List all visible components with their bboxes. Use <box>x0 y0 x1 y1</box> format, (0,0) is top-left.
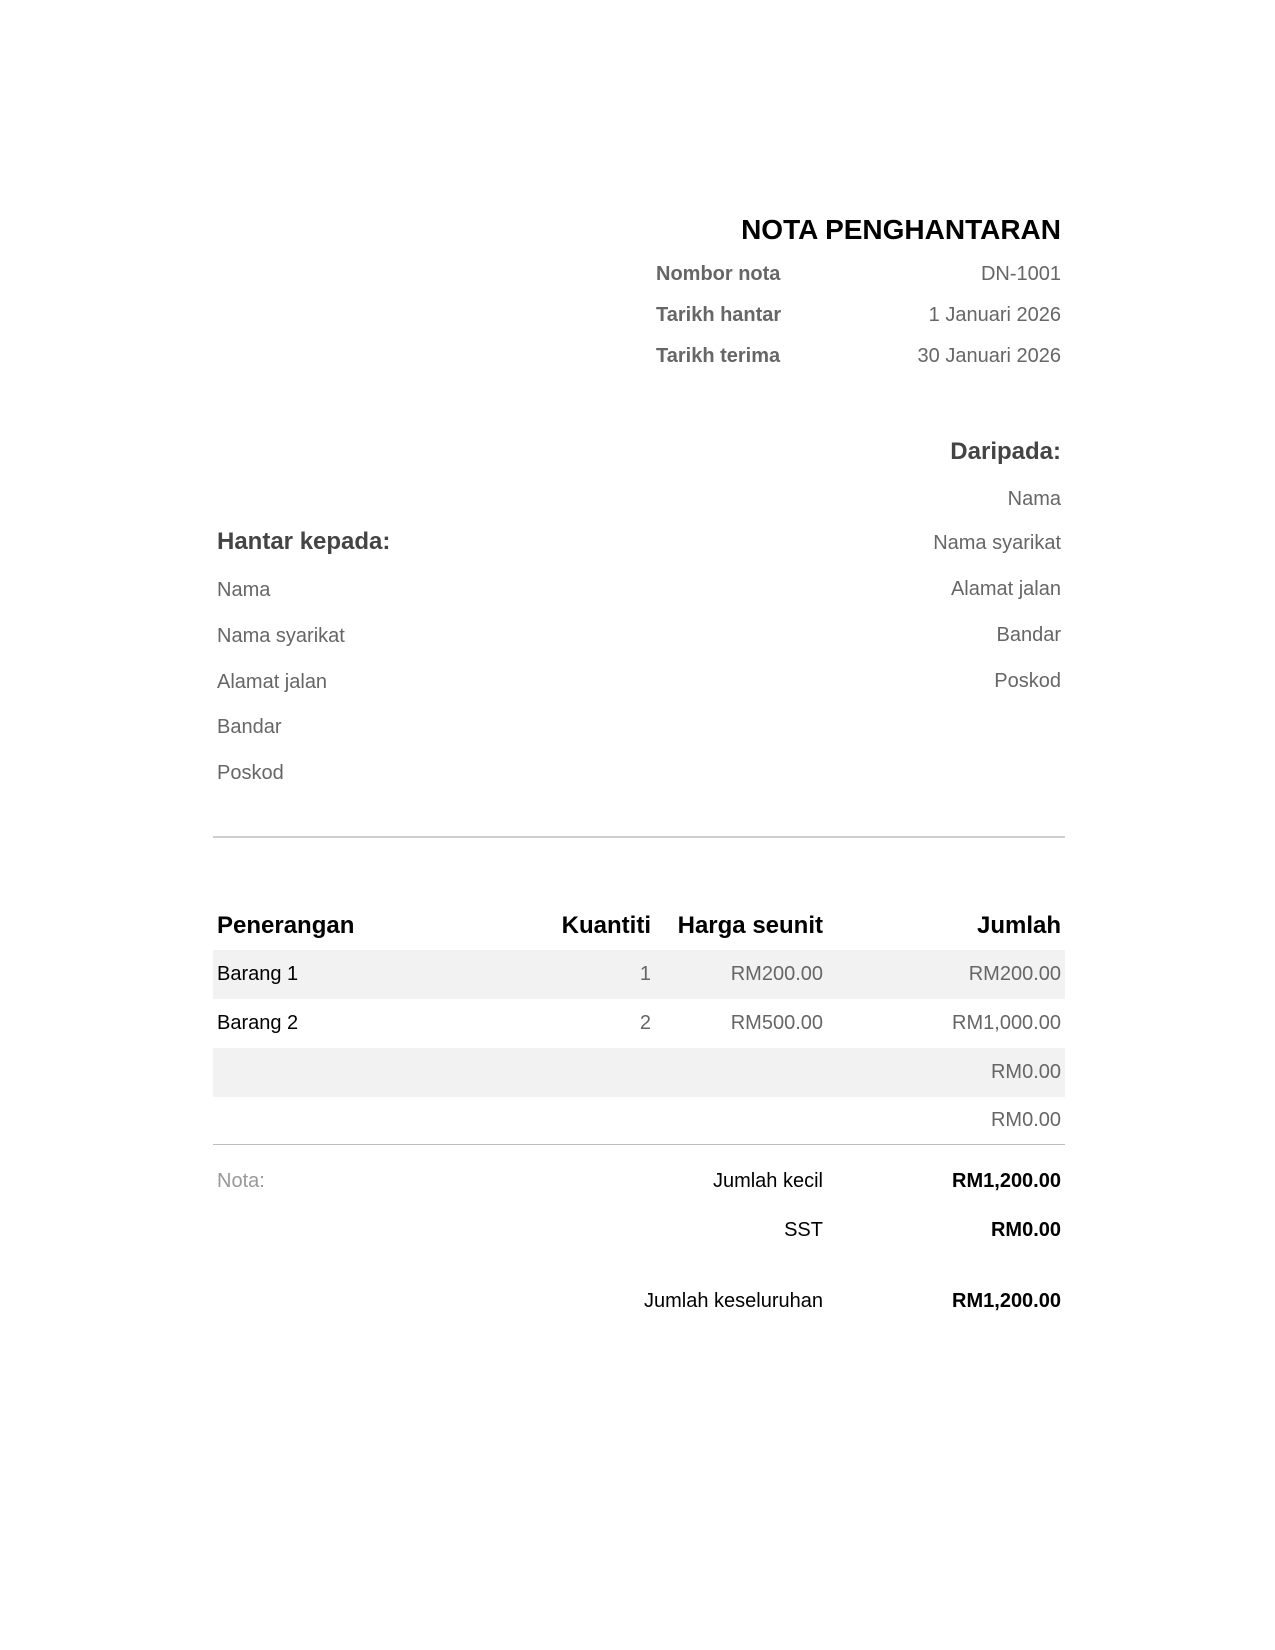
notes-label: Nota: <box>217 1170 265 1192</box>
meta-value: 30 Januari 2026 <box>917 345 1061 367</box>
ship-to-title: Hantar kepada: <box>217 528 391 555</box>
subtotal-row <box>213 1170 1065 1200</box>
cell-quantity: 2 <box>639 1012 651 1034</box>
ship-to-name: Nama <box>217 579 271 601</box>
meta-row-send-date <box>656 295 1061 336</box>
meta-label: Tarikh hantar <box>656 304 782 326</box>
from-name: Nama <box>1007 488 1061 510</box>
from-city: Bandar <box>996 624 1061 646</box>
table-row <box>213 999 1065 1048</box>
cell-quantity: 1 <box>639 963 651 985</box>
cell-amount: RM1,000.00 <box>952 1012 1061 1034</box>
meta-row-note-number <box>656 254 1061 295</box>
grand-total-value: RM1,200.00 <box>952 1290 1061 1312</box>
meta-value: DN-1001 <box>980 263 1061 285</box>
from-postcode: Poskod <box>994 670 1061 692</box>
table-row <box>213 950 1065 999</box>
ship-to-street: Alamat jalan <box>217 671 328 693</box>
header-description: Penerangan <box>217 912 355 939</box>
from-company: Nama syarikat <box>933 532 1061 554</box>
table-row <box>213 1048 1065 1097</box>
cell-description: Barang 2 <box>217 1012 299 1034</box>
delivery-note-page <box>213 0 1065 1650</box>
cell-unit-price: RM200.00 <box>730 963 823 985</box>
header-unit-price: Harga seunit <box>677 912 823 939</box>
from-address-title: Daripada: <box>950 438 1061 465</box>
header-quantity: Kuantiti <box>561 912 651 939</box>
grand-total-label: Jumlah keseluruhan <box>644 1290 823 1312</box>
table-header-row <box>213 901 1065 950</box>
cell-unit-price: RM500.00 <box>730 1012 823 1034</box>
cell-amount: RM200.00 <box>968 963 1061 985</box>
tax-value: RM0.00 <box>990 1219 1061 1241</box>
meta-label: Tarikh terima <box>656 345 781 367</box>
tax-row <box>213 1219 1065 1249</box>
section-divider <box>213 836 1065 838</box>
cell-description: Barang 1 <box>217 963 299 985</box>
ship-to-company: Nama syarikat <box>217 625 345 647</box>
document-title: NOTA PENGHANTARAN <box>741 214 1061 245</box>
meta-value: 1 Januari 2026 <box>928 304 1061 326</box>
ship-to-postcode: Poskod <box>217 762 284 784</box>
meta-label: Nombor nota <box>656 263 781 285</box>
ship-to-city: Bandar <box>217 716 282 738</box>
from-street: Alamat jalan <box>950 578 1061 600</box>
table-row <box>213 1096 1065 1145</box>
cell-amount: RM0.00 <box>990 1061 1061 1083</box>
table-bottom-border <box>213 1144 1065 1145</box>
meta-row-receive-date <box>656 336 1061 377</box>
header-amount: Jumlah <box>976 912 1061 939</box>
grand-total-row <box>213 1290 1065 1320</box>
tax-label: SST <box>784 1219 823 1241</box>
cell-amount: RM0.00 <box>990 1109 1061 1131</box>
subtotal-label: Jumlah kecil <box>712 1170 823 1192</box>
subtotal-value: RM1,200.00 <box>952 1170 1061 1192</box>
